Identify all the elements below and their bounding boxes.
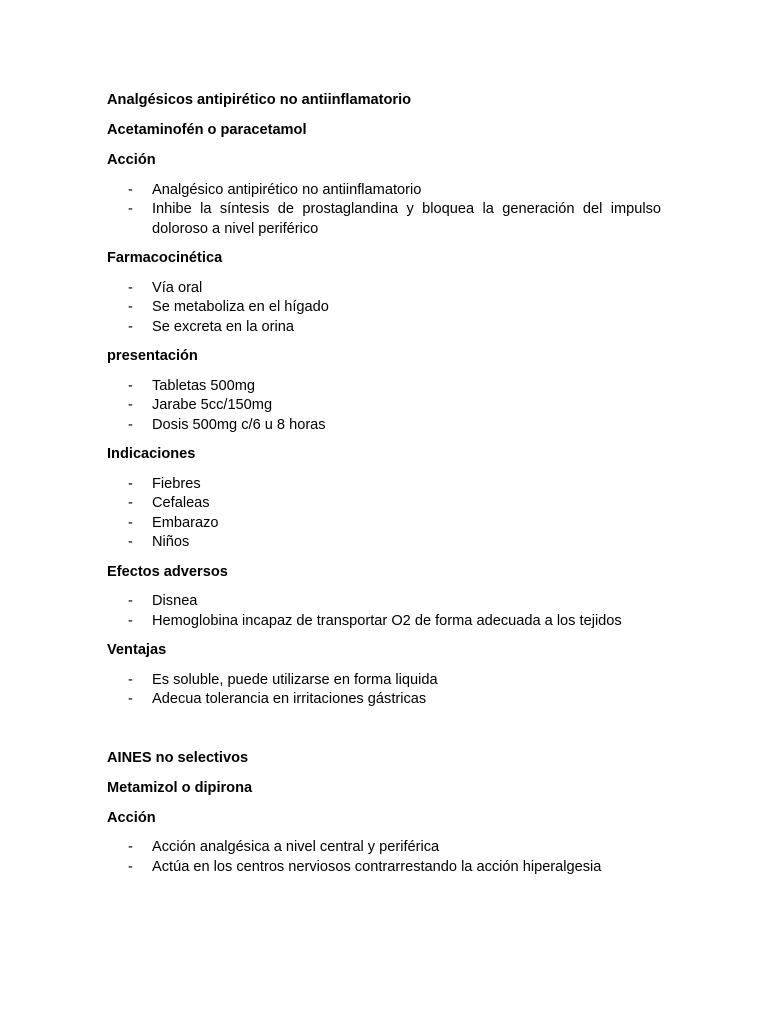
list-item <box>107 416 661 436</box>
bullet-list <box>107 279 661 338</box>
list-item <box>107 475 661 495</box>
list-item-text: Acción analgésica a nivel central y periférica <box>152 839 440 855</box>
bullet-dash: - <box>128 671 133 688</box>
list-item <box>107 671 661 691</box>
list-item-text: Inhibe la síntesis de prostaglandina y bloquea la generación del impulso doloroso a nivel periférico <box>152 201 661 237</box>
section-heading: Acetaminofén o paracetamol <box>107 122 307 138</box>
bullet-dash: - <box>128 534 133 550</box>
list-item <box>107 514 661 534</box>
bullet-dash: - <box>128 181 133 198</box>
bullet-dash: - <box>128 397 133 413</box>
list-item-text: Se metaboliza en el hígado <box>152 299 329 315</box>
bullet-dash: - <box>128 612 133 629</box>
section-heading: Metamizol o dipirona <box>107 779 253 796</box>
section-heading: Acción <box>107 809 156 826</box>
list-item <box>107 592 661 612</box>
list-item-text: Dosis 500mg c/6 u 8 horas <box>152 416 326 433</box>
list-item <box>107 533 661 553</box>
document-body <box>107 91 661 877</box>
bullet-dash: - <box>128 475 133 492</box>
bullet-dash: - <box>128 279 133 296</box>
section-heading: Ventajas <box>107 642 167 658</box>
list-item <box>107 838 661 858</box>
list-item-text: Vía oral <box>152 279 203 296</box>
list-item <box>107 298 661 318</box>
bullet-dash: - <box>128 839 133 855</box>
list-item-text: Es soluble, puede utilizarse en forma liquida <box>152 671 438 688</box>
section-heading: Farmacocinética <box>107 250 223 266</box>
list-item <box>107 690 661 710</box>
section-heading: presentación <box>107 348 198 364</box>
list-item-text: Embarazo <box>152 514 219 531</box>
list-item-text: Cefaleas <box>152 495 210 511</box>
bullet-dash: - <box>128 318 133 335</box>
list-item-text: Jarabe 5cc/150mg <box>152 397 273 413</box>
list-item <box>107 377 661 397</box>
bullet-list <box>107 475 661 553</box>
bullet-list <box>107 592 661 631</box>
bullet-list <box>107 671 661 710</box>
bullet-list <box>107 377 661 436</box>
list-item-text: Se excreta en la orina <box>152 318 294 335</box>
bullet-dash: - <box>128 514 133 531</box>
list-item-text: Hemoglobina incapaz de transportar O2 de forma adecuada a los tejidos <box>152 612 622 629</box>
list-item <box>107 200 661 239</box>
section-heading: Analgésicos antipirético no antiinflamatorio <box>107 92 412 108</box>
list-item-text: Adecua tolerancia en irritaciones gástricas <box>152 691 427 707</box>
section-spacer <box>107 710 661 749</box>
section-heading: AINES no selectivos <box>107 749 249 766</box>
list-item-text: Tabletas 500mg <box>152 377 256 394</box>
list-item <box>107 494 661 514</box>
list-item <box>107 181 661 201</box>
bullet-list <box>107 181 661 240</box>
list-item <box>107 612 661 632</box>
list-item-text: Fiebres <box>152 475 201 492</box>
bullet-dash: - <box>128 691 133 707</box>
list-item <box>107 396 661 416</box>
bullet-list <box>107 838 661 877</box>
list-item <box>107 858 661 878</box>
bullet-dash: - <box>128 416 133 433</box>
bullet-dash: - <box>128 299 133 315</box>
list-item-text: Analgésico antipirético no antiinflamatorio <box>152 181 422 198</box>
list-item-text: Disnea <box>152 593 198 609</box>
list-item-text: Actúa en los centros nerviosos contrarrestando la acción hiperalgesia <box>152 858 602 875</box>
section-heading: Efectos adversos <box>107 563 228 580</box>
bullet-dash: - <box>128 201 133 217</box>
list-item <box>107 279 661 299</box>
bullet-dash: - <box>128 858 133 875</box>
bullet-dash: - <box>128 495 133 511</box>
section-heading: Acción <box>107 152 156 168</box>
bullet-dash: - <box>128 377 133 394</box>
section-heading: Indicaciones <box>107 446 196 462</box>
list-item <box>107 318 661 338</box>
bullet-dash: - <box>128 593 133 609</box>
list-item-text: Niños <box>152 534 190 550</box>
